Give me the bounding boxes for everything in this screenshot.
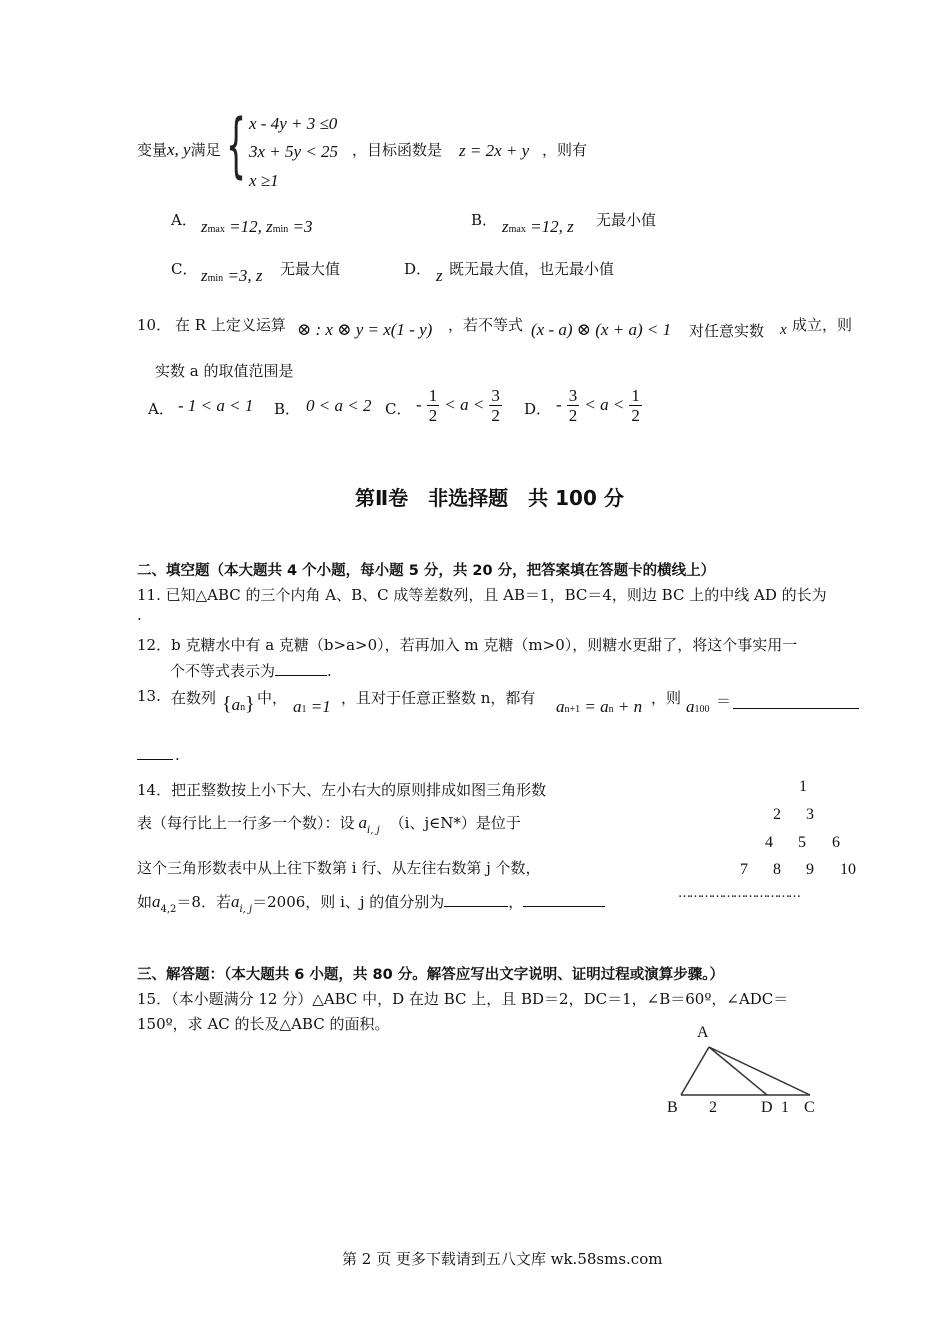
q10-operation: ⊗ : x ⊗ y = x(1 - y)	[297, 320, 433, 339]
page-footer: 第 2 页 更多下载请到五八文库 wk.58sms.com	[342, 1250, 663, 1268]
triangle-cell: 9	[806, 861, 814, 878]
q9-brace: {	[226, 104, 247, 186]
q10-option-d-label: D．	[524, 400, 552, 418]
q9-constraint-3: x ≥1	[249, 171, 279, 190]
q13-text-3: ，且对于任意正整数 n，都有	[341, 689, 536, 707]
q9-option-d-text: 既无最大值，也无最小值	[449, 260, 615, 278]
q10-var: x	[780, 322, 787, 338]
q13-equals: ＝	[716, 692, 732, 710]
q9-option-a-label: A．	[171, 211, 197, 229]
q10-number: 10．	[137, 316, 172, 334]
q9-lead: 变量x, y满足	[137, 140, 221, 159]
triangle-dots: ……………………………	[678, 886, 799, 901]
q10-option-c: - $\frac{1}{2}$ < a < $\frac{3}{2}$	[416, 386, 500, 425]
q10-text-2: ，若不等式	[448, 316, 524, 334]
figure-label-dc-length: 1	[781, 1099, 789, 1116]
q13-a100: a100	[686, 697, 710, 716]
q9-objective: z = 2x + y	[459, 141, 530, 160]
q9-constraint-2: 3x + 5y < 25	[249, 142, 339, 161]
figure-label-a: A	[697, 1024, 709, 1041]
q9-option-d: z	[436, 266, 443, 285]
figure-label-c: C	[804, 1099, 815, 1116]
q14-answer-blank-i[interactable]	[444, 906, 508, 907]
triangle-cell: 6	[832, 834, 840, 851]
q13-answer-blank-2[interactable]	[137, 749, 173, 760]
q13-number: 13.	[137, 687, 161, 705]
q14-answer-blank-j[interactable]	[523, 906, 605, 907]
q11-text: 11. 已知△ABC 的三个内角 A、B、C 成等差数列，且 AB＝1，BC＝4，则边 BC 上的中线 AD 的长为	[137, 586, 827, 604]
q9-tail: ，则有	[542, 141, 588, 159]
q13-answer-blank-1[interactable]	[733, 698, 859, 709]
triangle-cell: 10	[840, 861, 856, 878]
triangle-cell: 2	[773, 806, 781, 823]
side-ab	[681, 1047, 709, 1095]
q13-a1: a1 =1	[293, 697, 331, 716]
q10-option-a: - 1 < a < 1	[178, 396, 254, 415]
q9-option-b: zmax =12, z	[502, 217, 574, 236]
q14-line-2: 表（每行比上一行多一个数）：设 $a_{i, j}$ （i、j∈N*）是位于	[137, 813, 521, 836]
q9-option-b-text: 无最小值	[596, 211, 657, 229]
q10-text-1: 在 R 上定义运算	[175, 316, 286, 334]
q13-text-2: 中，	[257, 689, 288, 707]
q9-option-d-label: D．	[404, 260, 432, 278]
q14-line-1: 14．把正整数按上小下大、左小右大的原则排成如图三角形数	[137, 781, 547, 799]
q9-option-c-text: 无最大值	[280, 260, 341, 278]
q13-end: .	[175, 746, 180, 764]
triangle-cell: 5	[798, 834, 806, 851]
q9-constraint-1: x - 4y + 3 ≤0	[249, 114, 338, 133]
q13-sequence: {an}	[222, 693, 255, 715]
triangle-cell: 3	[806, 806, 814, 823]
q10-option-b-label: B．	[274, 400, 301, 418]
q9-option-c-label: C．	[171, 260, 198, 278]
q15-line-2: 150º，求 AC 的长及△ABC 的面积。	[137, 1015, 390, 1033]
q10-option-a-label: A．	[148, 400, 174, 418]
fill-heading: 二、填空题（本大题共 4 个小题，每小题 5 分，共 20 分，把答案填在答题卡的横线上）	[137, 563, 716, 579]
q10-text-4: 成立，则	[792, 316, 853, 334]
solve-heading: 三、解答题：（本大题共 6 小题，共 80 分。解答应写出文字说明、证明过程或演算步骤。）	[137, 967, 724, 983]
q15-line-1: 15．（本小题满分 12 分）△ABC 中，D 在边 BC 上，且 BD＝2，DC＝1，∠B＝60º，∠ADC＝	[137, 990, 789, 1008]
triangle-cell: 7	[740, 861, 748, 878]
q10-option-c-label: C．	[385, 400, 412, 418]
q9-option-a: zmax =12, zmin =3	[201, 217, 313, 236]
q11-end: .	[137, 606, 142, 624]
triangle-cell: 8	[773, 861, 781, 878]
q13-text-4: ，则	[651, 689, 682, 707]
q10-text-3: 对任意实数	[689, 322, 765, 340]
q12-line-2: 个不等式表示为 .	[170, 662, 332, 680]
figure-label-d: D	[761, 1099, 773, 1116]
figure-label-bd-length: 2	[709, 1099, 717, 1116]
q9-option-c: zmin =3, z	[201, 266, 263, 285]
q13-text-1: 在数列	[171, 689, 217, 707]
q13-recurrence: an+1 = an + n	[556, 697, 643, 716]
q9-objective-text: ，目标函数是	[352, 141, 443, 159]
triangle-cell: 1	[799, 778, 807, 795]
side-ac	[709, 1047, 810, 1095]
q12-line-1: 12．b 克糖水中有 a 克糖（b>a>0），若再加入 m 克糖（m>0），则糖水更甜了，将这个事实用一	[137, 636, 798, 654]
q14-line-3: 这个三角形数表中从上往下数第 i 行、从左往右数第 j 个数，	[137, 859, 541, 877]
q9-option-b-label: B．	[471, 211, 498, 229]
triangle-figure	[660, 1020, 860, 1120]
figure-label-b: B	[667, 1099, 678, 1116]
q10-option-b: 0 < a < 2	[306, 396, 372, 415]
q12-answer-blank[interactable]	[275, 675, 327, 676]
section-2-title: 第Ⅱ卷 非选择题 共 100 分	[355, 486, 624, 510]
q10-option-d: - $\frac{3}{2}$ < a < $\frac{1}{2}$	[556, 386, 640, 425]
q10-line-2: 实数 a 的取值范围是	[155, 362, 294, 380]
triangle-cell: 4	[765, 834, 773, 851]
q14-line-4: 如$a_{4,2}=8$．若$a_{i, j}=2006$，则 i、j 的值分别为 ，	[137, 891, 605, 912]
q10-inequality: (x - a) ⊗ (x + a) < 1	[531, 320, 672, 339]
